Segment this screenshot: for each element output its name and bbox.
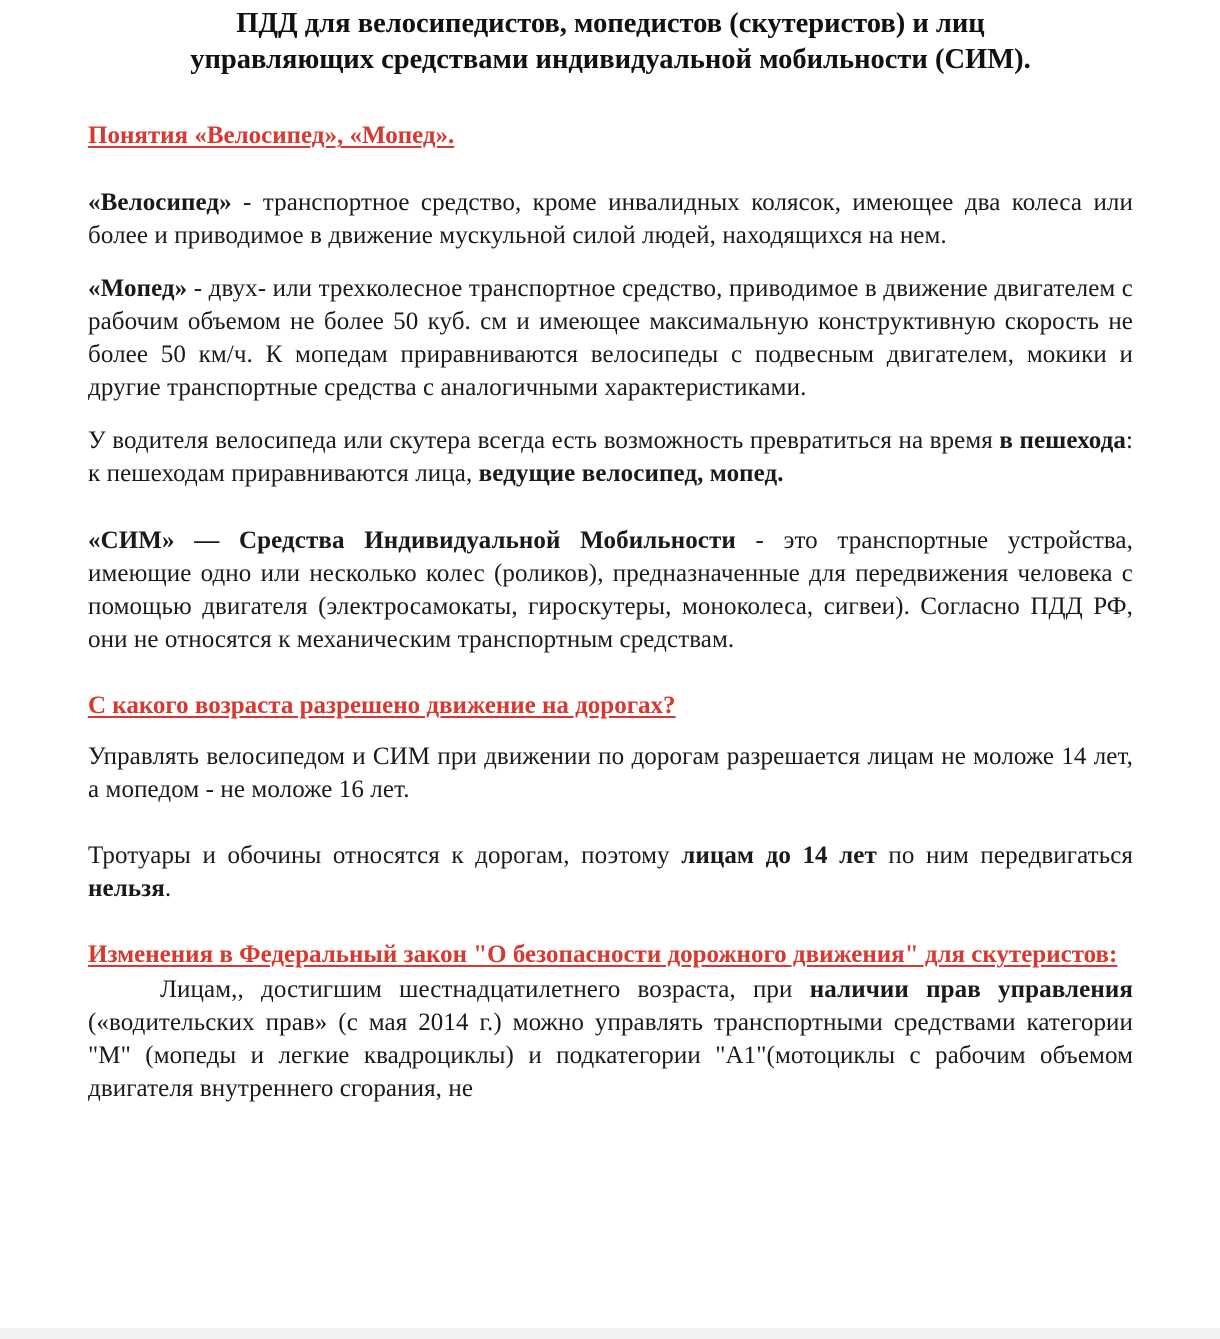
paragraph-sidewalk [88, 839, 1133, 905]
term-moped: «Мопед» [88, 275, 188, 302]
law-bold-1: наличии прав управления [809, 976, 1133, 1003]
section-heading-law-changes: Изменения в Федеральный закон "О безопасности дорожного движения" для скутеристов: [88, 941, 1118, 968]
paragraph-age-rules: Управлять велосипедом и СИМ при движении по дорогам разрешается лицам не моложе 14 лет, а мопедом - не моложе 16 лет. [88, 743, 1133, 803]
paragraph-pedestrian [88, 424, 1133, 490]
title-line-1: ПДД для велосипедистов, мопедистов (скутеристов) и лиц [236, 8, 985, 39]
sim-definition-text: - это транспортные устройства, имеющие одно или несколько колес (роликов), предназначенные для передвижения человека с помощью двигателя (электросамокаты, гироскутеры, моноколеса, сигвеи). Согласно ПДД РФ, они не относятся к механическим транспортным средствам. [88, 527, 1133, 653]
sidewalk-bold-2: нельзя [88, 875, 165, 902]
bicycle-definition-text: - транспортное средство, кроме инвалидных колясок, имеющее два колеса или более и приводимое в движение мускульной силой людей, находящихся на нем. [88, 189, 1133, 249]
term-sim: «СИМ» — Средства Индивидуальной Мобильности [88, 527, 736, 554]
sidewalk-text-1: Тротуары и обочины относятся к дорогам, поэтому [88, 842, 682, 869]
paragraph-bicycle-definition [88, 186, 1133, 252]
section-heading-age: С какого возраста разрешено движение на дорогах? [88, 692, 676, 719]
section-heading-concepts: Понятия «Велосипед», «Мопед». [88, 122, 455, 149]
pedestrian-text-1: У водителя велосипеда или скутера всегда есть возможность превратиться на время [88, 427, 1000, 454]
page-bottom-edge [0, 1328, 1220, 1339]
sidewalk-bold-1: лицам до 14 лет [681, 842, 877, 869]
law-text-2: («водительских прав» (с мая 2014 г.) можно управлять транспортными средствами категории "М" (мопеды и легкие квадроциклы) и подкатегории "А1"(мотоциклы с рабочим объемом двигателя внутреннего сгорания, не [88, 1009, 1133, 1102]
pedestrian-text-2: : к пешеходам приравниваются лица, [88, 427, 1133, 487]
pedestrian-bold-1: в пешехода [999, 427, 1126, 454]
paragraph-law-changes [88, 973, 1133, 1105]
pedestrian-bold-2: ведущие велосипед, мопед. [478, 460, 784, 487]
sidewalk-text-2: по ним передвигаться [876, 842, 1134, 869]
paragraph-moped-definition [88, 272, 1133, 404]
moped-definition-text: - двух- или трехколесное транспортное средство, приводимое в движение двигателем с рабочим объемом не более 50 куб. см и имеющее максимальную конструктивную скорость не более 50 км/ч. К мопедам приравниваются велосипеды с подвесным двигателем, мокики и другие транспортные средства с аналогичными характеристиками. [88, 275, 1133, 401]
title-line-2: управляющих средствами индивидуальной мобильности (СИМ). [190, 44, 1031, 75]
page-title [88, 6, 1133, 78]
term-bicycle: «Велосипед» [88, 189, 232, 216]
document-content [88, 6, 1133, 1105]
sidewalk-text-3: . [164, 875, 172, 902]
paragraph-sim-definition [88, 524, 1133, 656]
law-text-1: Лицам,, достигшим шестнадцатилетнего возраста, при [160, 976, 810, 1003]
